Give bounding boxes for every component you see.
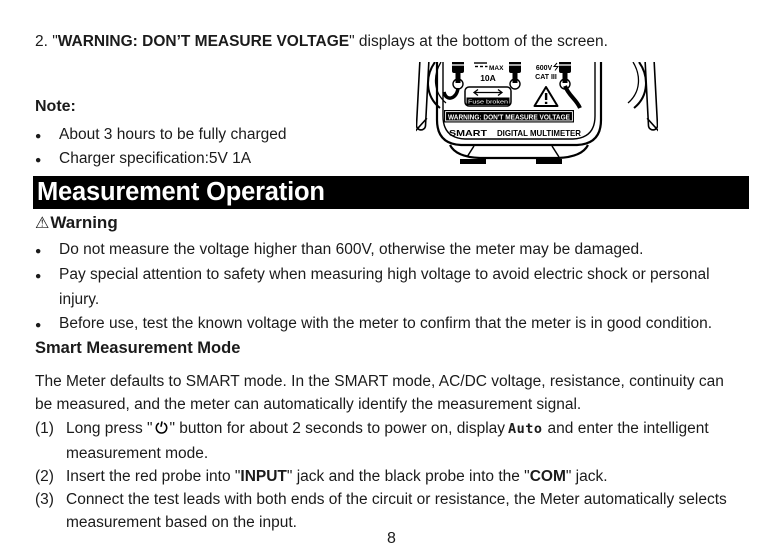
intro-line: be measured, and the meter can automatically identify the measurement signal. [35, 396, 582, 414]
warning-list [35, 238, 749, 338]
bottom-cap-notch-right [552, 146, 559, 157]
note-list [35, 124, 405, 171]
bullet-icon [35, 313, 59, 337]
volts-rating-label: 600V [535, 65, 553, 72]
bullet-icon [35, 239, 59, 263]
multimeter-figure-svg [416, 62, 658, 164]
step-number: (1) [35, 420, 54, 438]
smart-mode-heading: Smart Measurement Mode [35, 339, 241, 357]
input-jack-middle [509, 62, 521, 89]
input-jack-right [559, 62, 580, 108]
section-banner [33, 176, 749, 209]
list-item [35, 238, 749, 263]
step2-suffix: " displays at the bottom of the screen. [349, 33, 608, 50]
warning-heading [35, 213, 749, 233]
page-number: 8 [387, 530, 396, 547]
fuse-broken-badge [465, 87, 511, 106]
note-item-text: Charger specification:5V 1A [59, 149, 252, 167]
list-item [35, 263, 749, 312]
power-button-icon [155, 421, 168, 434]
step-text: Long press " " button for about 2 seconds to power on, display Auto and enter the intelligent measurement mode. [66, 420, 709, 462]
holster-hook-right-inner [628, 62, 638, 103]
bottom-cap-notch-left [467, 146, 474, 157]
warning-triangle-icon: ⚠ [35, 215, 50, 232]
test-probe-left [416, 62, 430, 134]
intro-line: The Meter defaults to SMART mode. In the SMART mode, AC/DC voltage, resistance, continuity can [35, 373, 724, 390]
note-item-text: About 3 hours to be fully charged [59, 126, 287, 143]
lcd-warning-message-text: WARNING: DON'T MEASURE VOLTAGE [448, 114, 571, 122]
dc-symbol-icon [474, 63, 488, 67]
input-jack-label: INPUT [240, 467, 287, 485]
warning-section [35, 213, 749, 338]
bullet-icon [35, 264, 59, 288]
warning-triangle-icon [535, 87, 558, 106]
brand-smart-label: SMART [449, 128, 488, 138]
warning-heading-text: Warning [50, 213, 118, 232]
step-number-prefix: 2. " [35, 33, 58, 50]
test-probe-right [644, 62, 658, 134]
smart-mode-intro [35, 370, 749, 416]
warning-item-text: Pay special attention to safety when measuring high voltage to avoid electric shock or personal injury. [59, 266, 710, 308]
step-item-3 [35, 488, 749, 534]
note-title: Note: [35, 98, 76, 115]
warning-item-text: Before use, test the known voltage with the meter to confirm that the meter is in good condition. [59, 315, 713, 333]
multimeter-illustration [416, 62, 658, 164]
step-number: (3) [35, 491, 54, 509]
lcd-warning-message-box [444, 110, 574, 123]
amps-rating-label: 10A [480, 73, 496, 83]
cat-rating-label: CAT III [535, 74, 557, 81]
section-banner-title: Measurement Operation [37, 178, 325, 206]
step-text: Connect the test leads with both ends of the circuit or resistance, the Meter automatically selects measurement based on the input. [66, 491, 727, 532]
com-jack-label: COM [529, 467, 566, 485]
step2-instruction [35, 32, 775, 52]
lightning-icon [554, 63, 558, 71]
smart-mode-steps [35, 417, 749, 534]
fuse-broken-label: Fuse broken [468, 99, 508, 106]
warning-message-bold: WARNING: DON’T MEASURE VOLTAGE [57, 33, 350, 50]
list-item [35, 148, 405, 172]
meter-foot-left [460, 159, 486, 164]
list-item [35, 312, 749, 337]
lcd-auto-text: Auto [508, 421, 543, 438]
bullet-icon [35, 149, 59, 172]
note-section [35, 98, 405, 171]
brand-multimeter-label: DIGITAL MULTIMETER [497, 128, 581, 138]
step-item-2 [35, 465, 749, 488]
input-jack-left [444, 62, 464, 98]
max-label: MAX [489, 65, 504, 72]
meter-foot-right [536, 159, 562, 164]
smart-mode-section [35, 339, 749, 534]
bullet-icon [35, 125, 59, 148]
list-item [35, 124, 405, 148]
step-number: (2) [35, 467, 54, 485]
step-text: Insert the red probe into "INPUT" jack and the black probe into the "COM" jack. [66, 467, 608, 485]
step-item-1 [35, 417, 749, 464]
warning-item-text: Do not measure the voltage higher than 600V, otherwise the meter may be damaged. [59, 241, 644, 258]
